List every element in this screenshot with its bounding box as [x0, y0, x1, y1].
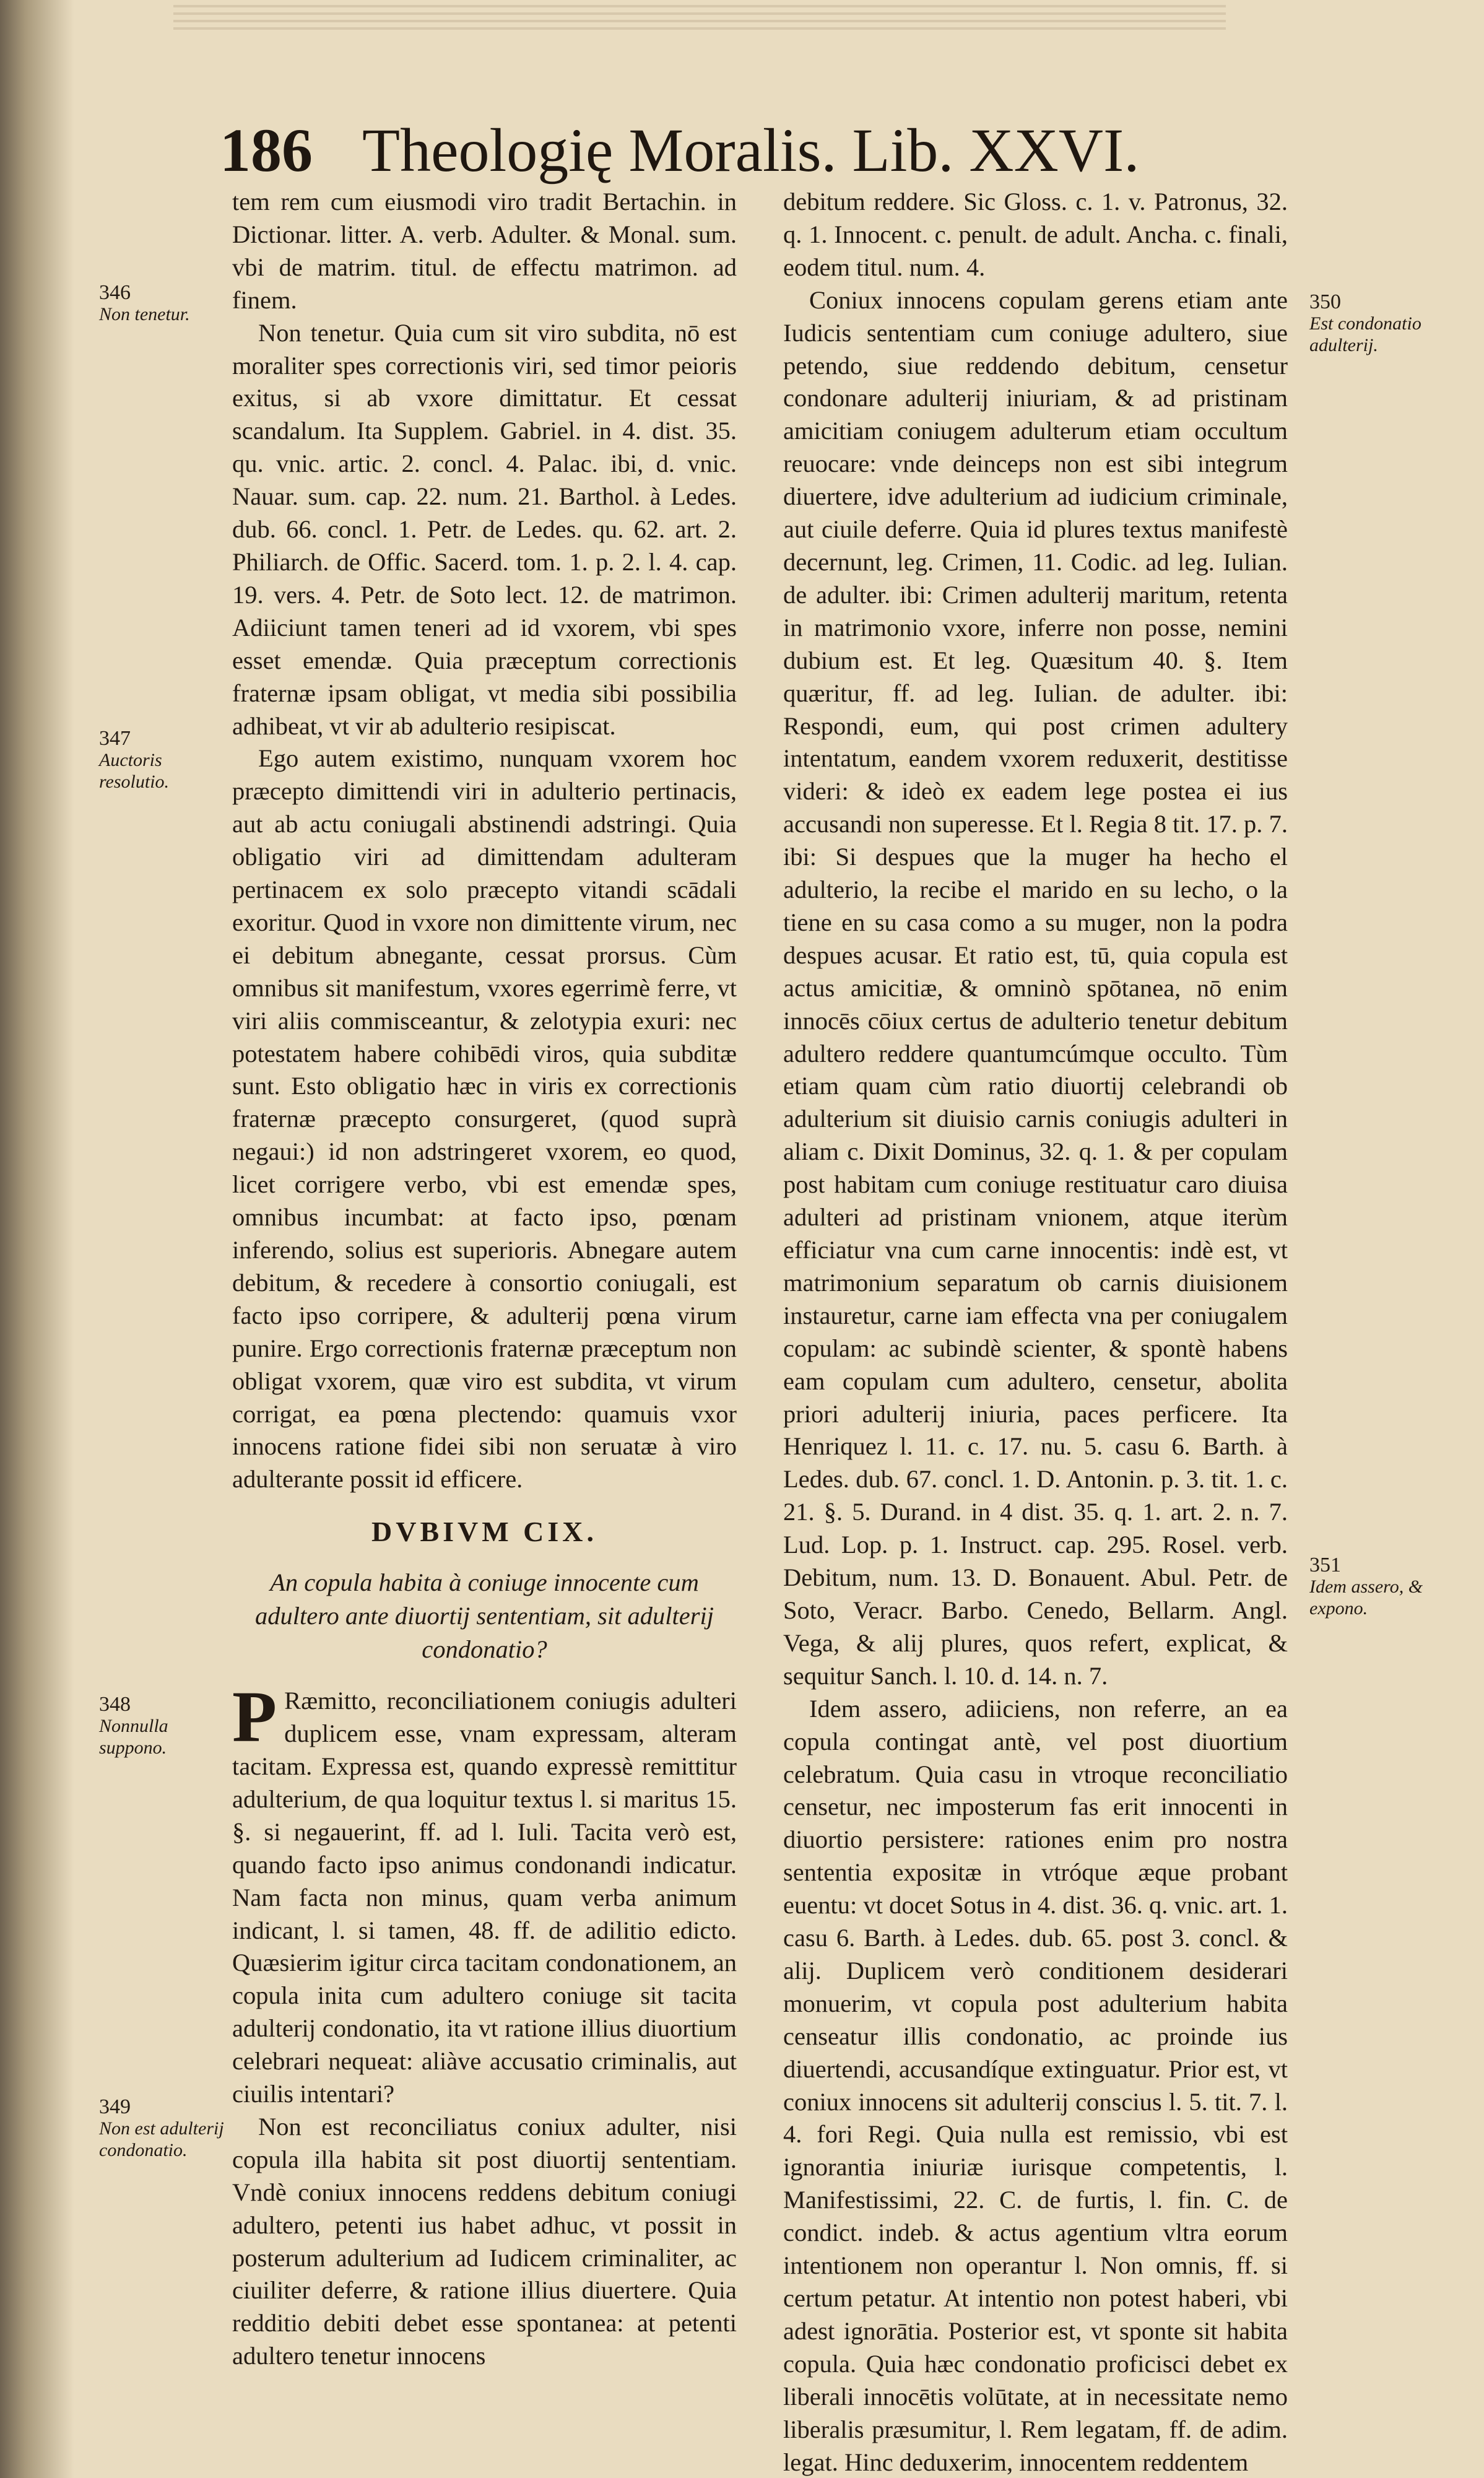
margin-note-346 [99, 282, 226, 325]
margin-note-text: Idem assero, & expono. [1309, 1576, 1423, 1619]
right-column [783, 186, 1288, 2478]
paragraph [232, 1676, 737, 2111]
paragraph: Non est reconciliatus coniux adulter, nisi copula illa habita sit post diuortij sententiam. Vndè coniux innocens reddens debitum coniugi adultero, petenti ius habet adhuc, vt possit in posterum adulterium ad Iudicem criminaliter, ac ciuiliter deferre, & ratione illius diuertere. Quia redditio debiti debet esse spontanea: at petenti adultero tenetur innocens [232, 2112, 737, 2370]
gutter-shadow [0, 0, 74, 2478]
paragraph: Coniux innocens copulam gerens etiam ante Iudicis sententiam cum coniuge adultero, siue petendo, siue reddendo debitum, censetur condonare adulterij iniuriam, & ad pristinam amicitiam coniugem adulterum etiam occultum reuocare: vnde deinceps non est sibi integrum diuertere, idve adulterium ad iudicium criminale, aut ciuile deferre. Quia id plures textus manifestè decernunt, leg. Crimen, 11. Codic. ad leg. Iulian. de adulter. ibi: Crimen adulterij maritum, retenta in matrimonio vxore, inferre non posse, nemini dubium est. Et leg. Quæsitum 40. §. Item quæritur, ff. ad leg. Iulian. de adulter. ibi: Respondi, eum, qui post crimen adultery intentatum, eandem vxorem reduxerit, destitisse videri: & ideò ex eadem lege postea ei ius accusandi non superesse. Et l. Regia 8 tit. 17. p. 7. ibi: Si despues que la muger ha hecho el adulterio, la recibe el marido en su lecho, o la tiene en su casa como a su muger, non la podra despues acusar. Et ratio est, tū, quia copula est actus amicitiæ, & omninò spōtanea, nō enim innocēs cōiux certus de adulterio tenetur debitum adultero reddere quantumcúmque occulto. Tùm etiam quam cùm ratio diuortij celebrandi ob adulterium sit diuisio carnis coniugis adulteri in aliam c. Dixit Dominus, 32. q. 1. & per copulam post habitam cum coniuge restituatur caro diuisa adulteri ad pristinam vnionem, atque iterùm efficiatur vna cum carne innocentis: indè est, vt matrimonium separatum ob carnis diuisionem instauretur, carne iam effecta vna per coniugalem copulam: ac subindè scienter, & spontè habens eam copulam cum adultero, censetur, abolita priori adulterij iniuria, paces perficere. Ita Henriquez l. 11. c. 17. nu. 5. casu 6. Barth. à Ledes. dub. 67. concl. 1. D. Antonin. p. 3. tit. 1. c. 21. §. 5. Durand. in 4 dist. 35. q. 1. art. 2. n. 7. Lud. Lop. p. 1. Instruct. cap. 295. Rosel. verb. Debitum, num. 13. D. Bonauent. Abul. Petr. de Soto, Veracr. Barbo. Cenedo, Bellarm. Angl. Vega, & alij plures, quos refert, explicat, & sequitur Sanch. l. 10. d. 14. n. 7. [783, 285, 1288, 1690]
margin-note-number: 348 [99, 1693, 131, 1716]
margin-note-349 [99, 2096, 226, 2161]
margin-note-347 [99, 728, 226, 793]
margin-note-351 [1309, 1554, 1427, 1619]
margin-note-text: Non tenetur. [99, 304, 190, 324]
section-heading: DVBIVM CIX. [371, 1516, 597, 1548]
margin-note-number: 346 [99, 281, 131, 304]
paragraph: Non tenetur. Quia cum sit viro subdita, nō est moraliter spes correctionis viri, sed timor peioris exitus, si ab vxore dimittatur. Et cessat scandalum. Ita Supplem. Gabriel. in 4. dist. 35. qu. vnic. artic. 2. concl. 4. Palac. ibi, d. vnic. Nauar. sum. cap. 22. num. 21. Barthol. à Ledes. dub. 66. concl. 1. Petr. de Ledes. qu. 62. art. 2. Philiarch. de Offic. Sacerd. tom. 1. p. 2. l. 4. cap. 19. vers. 4. Petr. de Soto lect. 12. de matrimon. Adiiciunt tamen teneri ad id vxorem, vbi spes esset emendæ. Quia præceptum correctionis fraternæ ipsam obligat, vt media sibi possibilia adhibeat, vt vir ab adulterio resipiscat. [232, 318, 737, 740]
running-head [220, 115, 1303, 195]
page-number: 186 [220, 116, 313, 185]
paragraph: Idem assero, adiiciens, non referre, an ea copula contingat antè, vel post diuortium celebratum. Quia casu in vtroque reconciliatio censetur, nec imposterum fas erit innocenti in diuortio persistere: rationes enim pro nostra sententia expositæ in vtróque æque probant euentu: vt docet Sotus in 4. dist. 36. q. vnic. art. 1. casu 6. Barth. à Ledes. dub. 65. post 3. concl. & alij. Duplicem verò conditionem desiderari monuerim, vt copula post adulterium habita censeatur illis condonatio, ac proinde ius diuertendi, accusandíque extinguatur. Prior est, vt coniux innocens sit adulterij conscius l. 5. tit. 7. l. 4. fori Regi. Quia nulla est remissio, vbi est ignorantia iniuriæ iurisque competentis, l. Manifestissimi, 22. C. de furtis, l. fin. C. de condict. indeb. & actus agentium vltra eorum intentionem non operantur l. Non omnis, ff. si certum petatur. At intentio non potest haberi, vbi adest ignorātia. Posterior est, vt sponte sit habita copula. Quia hæc condonatio proficisci debet ex liberali innocētis volūtate, at in necessitate nemo liberalis præsumitur, l. Rem legatam, ff. de adim. legat. Hinc deduxerim, innocentem reddentem [783, 1694, 1288, 2476]
margin-note-text: Nonnulla suppono. [99, 1716, 168, 1758]
margin-note-number: 347 [99, 727, 131, 750]
margin-note-number: 349 [99, 2095, 131, 2118]
margin-note-number: 351 [1309, 1554, 1341, 1576]
margin-note-348 [99, 1693, 226, 1759]
paragraph: Ego autem existimo, nunquam vxorem hoc præcepto dimittendi viri in adulterio pertinacis, aut ab actu coniugali abstinendi adstringi. Quia obligatio viri ad dimittendam adulteram pertinacem ex solo præcepto vitandi scādali exoritur. Quod in vxore non dimittente virum, nec ei debitum abnegante, cessat prorsus. Cùm omnibus sit manifestum, vxores egerrimè ferre, vt viri aliis commisceantur, & zelotypia exuri: nec potestatem habere cohibēdi viros, quia subditæ sunt. Esto obligatio hæc in viris ex correctionis fraternæ præcepto consurgeret, (quod suprà negaui:) id non adstringeret vxorem, eo quod, licet corrigere verbo, vbi est emendæ spes, omnibus incumbat: at facto ipso, pœnam inferendo, solius est superioris. Abnegare autem debitum, & recedere à consortio coniugali, est facto ipso corripere, & adulterij pœna virum punire. Ergo correctionis fraternæ præceptum non obligat vxorem, quæ viro est subdita, vt virum corrigat, ea pœna plectendo: quamuis vxor innocens ratione fidei sibi non seruatæ à viro adulterante possit id efficere. [232, 744, 737, 1493]
show-through-lines [173, 0, 1226, 43]
margin-note-text: Est condonatio adulterij. [1309, 313, 1421, 355]
paragraph-text: Ræmitto, reconciliationem coniugis adulteri duplicem esse, vnam expressam, alteram tacitam. Expressa est, quando expressè remittitur adulterium, de qua loquitur textus l. si maritus 15. §. si negauerint, ff. ad l. Iuli. Tacita verò est, quando facto ipso animus condonandi indicatur. Nam facta non minus, quam verba animum indicant, l. si tamen, 48. ff. de adilitio edicto. Quæsierim igitur circa tacitam condonationem, an copula inita cum adultero coniuge sit tacita adulterij condonatio, ita vt ratione illius diuortium celebrari nequeat: aliàve accusatio criminalis, aut ciuilis intentari? [232, 1687, 737, 2108]
left-column [232, 186, 737, 2373]
paragraph: tem rem cum eiusmodi viro tradit Bertachin. in Dictionar. litter. A. verb. Adulter. & Monal. sum. vbi de matrim. titul. de effectu matrimon. ad finem. [232, 188, 737, 314]
margin-note-350 [1309, 291, 1427, 356]
page-title: Theologię Moralis. Lib. XXVI. [362, 116, 1140, 185]
question-title: An copula habita à coniuge innocente cum adultero ante diuortij sententiam, sit adulterij condonatio? [255, 1568, 714, 1664]
margin-note-number: 350 [1309, 290, 1341, 313]
paragraph: debitum reddere. Sic Gloss. c. 1. v. Patronus, 32. q. 1. Innocent. c. penult. de adult. Ancha. c. finali, eodem titul. num. 4. [783, 188, 1288, 281]
margin-note-text: Non est adulterij condonatio. [99, 2118, 224, 2160]
drop-cap: P [232, 1676, 277, 1758]
margin-note-text: Auctoris resolutio. [99, 750, 170, 792]
